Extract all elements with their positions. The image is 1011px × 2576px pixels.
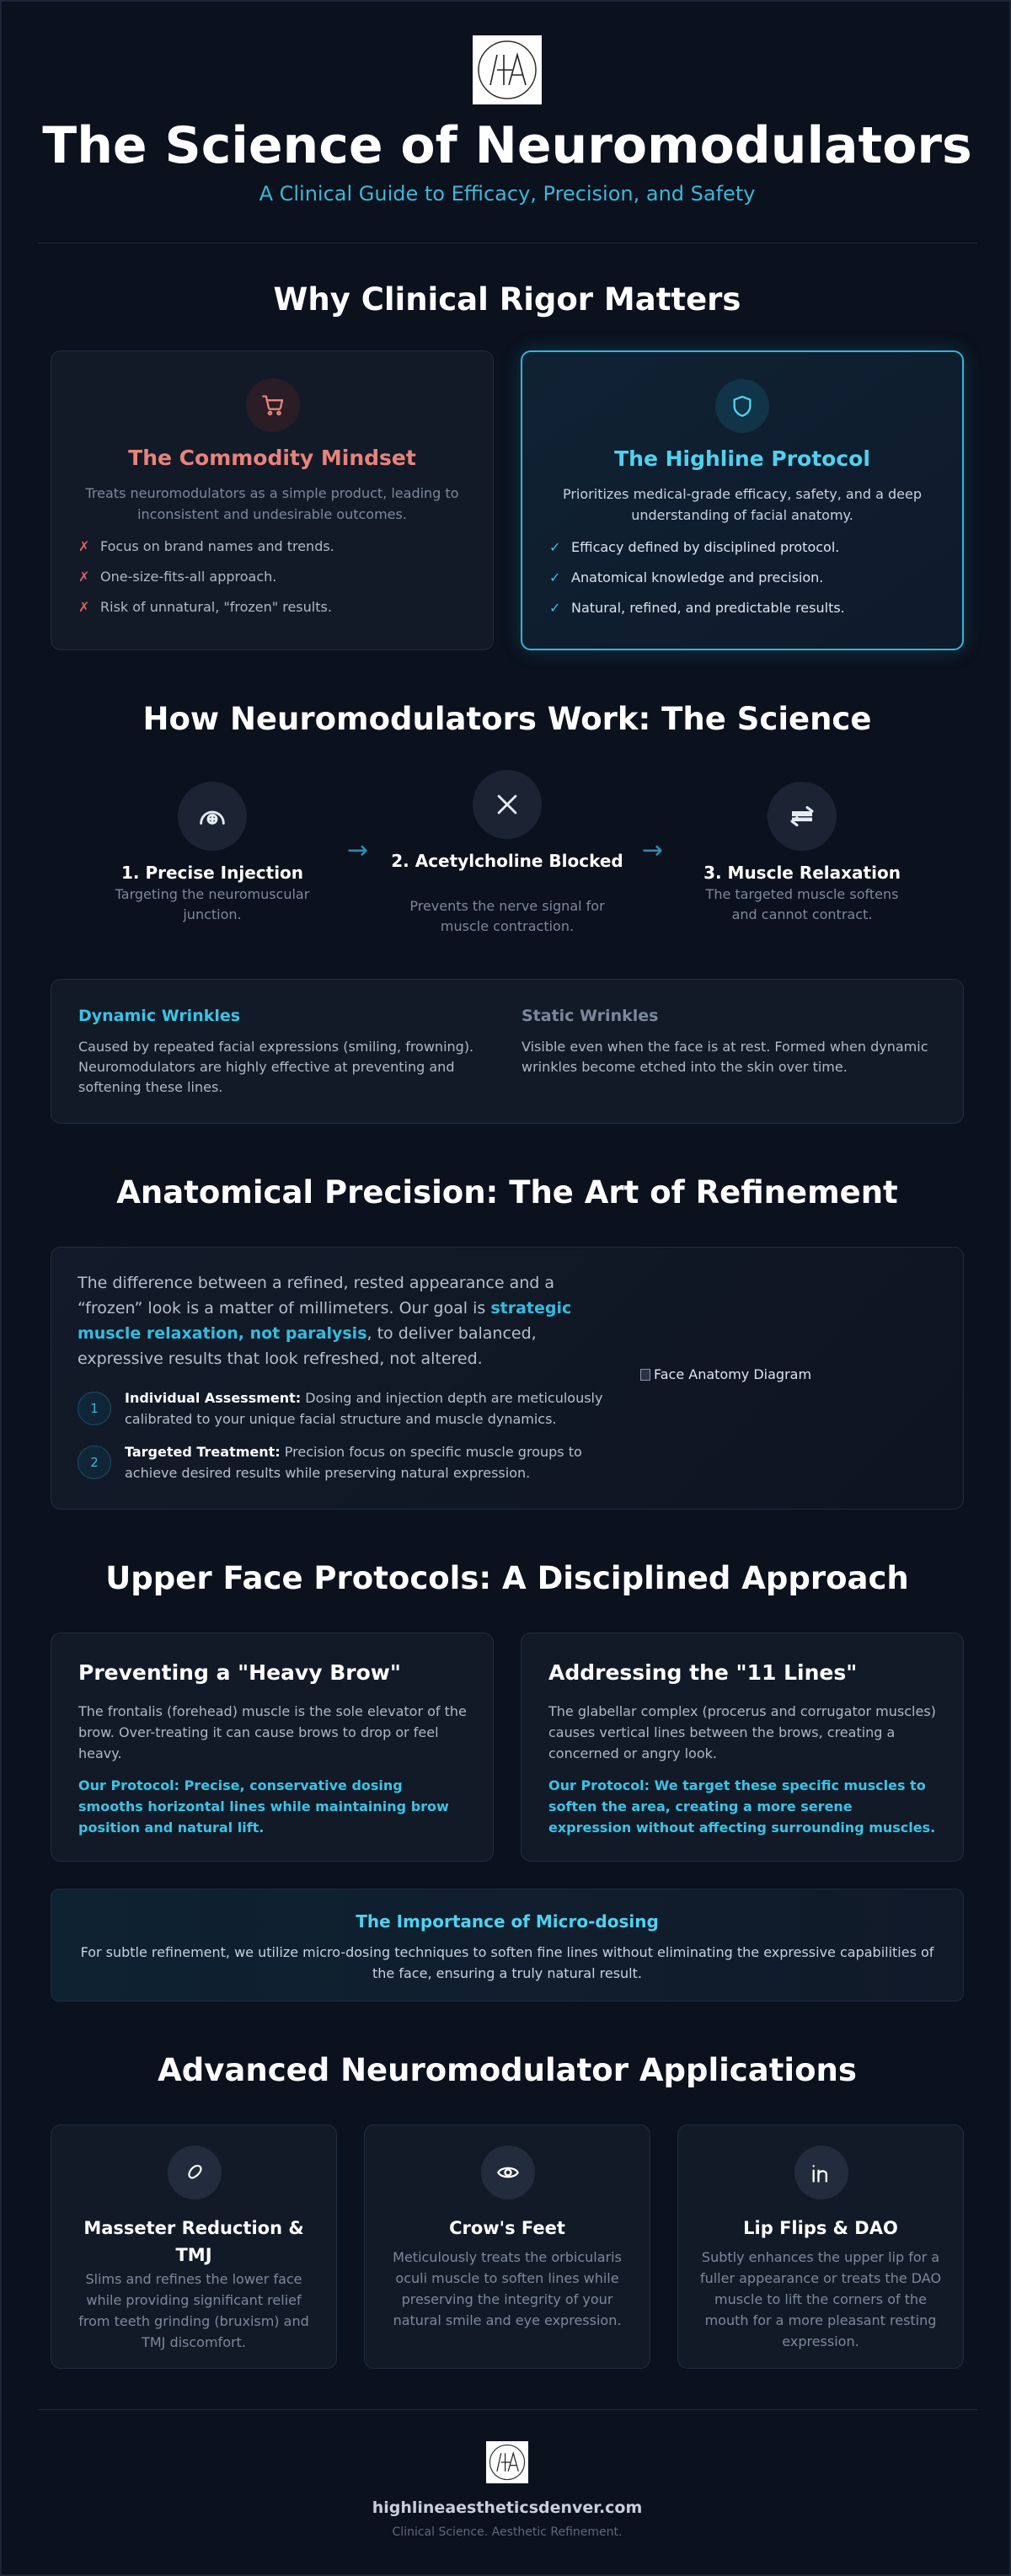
commodity-list [78, 538, 473, 629]
footer-logo [486, 2441, 528, 2483]
x-block-icon [473, 770, 542, 839]
face-anatomy-image: Face Anatomy Diagram [640, 1366, 811, 1382]
card-heading: Addressing the "11 Lines" [548, 1660, 858, 1685]
injection-icon [178, 782, 247, 851]
step-title: 2. Acetylcholine Blocked [391, 851, 623, 871]
check-icon: ✓ [549, 569, 561, 585]
arrow-right-icon: → [347, 836, 369, 865]
protocol-card [521, 350, 964, 650]
section-title-science: How Neuromodulators Work: The Science [142, 701, 872, 737]
static-wrinkles-heading: Static Wrinkles [522, 1007, 659, 1025]
logo-mark-icon [488, 2443, 527, 2482]
step-description: Prevents the nerve signal for muscle contraction. [409, 898, 605, 934]
step-number: 2 [78, 1446, 111, 1479]
footer-website-link[interactable]: highlineaestheticsdenver.com [372, 2499, 643, 2517]
relax-arrows-icon [768, 782, 837, 851]
cart-icon [246, 378, 300, 432]
eleven-lines-card [521, 1633, 964, 1862]
app-card-crows-feet [364, 2124, 650, 2369]
page-subtitle: A Clinical Guide to Efficacy, Precision, and Safety [259, 182, 756, 206]
section-title-upper: Upper Face Protocols: A Disciplined Approach [105, 1560, 909, 1596]
footer-tagline: Clinical Science. Aesthetic Refinement. [392, 2525, 623, 2539]
shield-icon [715, 379, 769, 433]
logo [473, 35, 542, 104]
section-title-advanced: Advanced Neuromodulator Applications [158, 2052, 857, 2088]
app-card-masseter [51, 2124, 337, 2369]
protocol-heading: The Highline Protocol [614, 446, 870, 471]
list-item: ✗ One-size-fits-all approach. [78, 569, 277, 585]
anatomy-item: Individual Assessment: Dosing and injection depth are meticulously calibrated to your unique facial structure and muscle dynamics. [125, 1390, 603, 1427]
list-item: ✓ Natural, refined, and predictable results. [549, 600, 845, 616]
step-description: The targeted muscle softens and cannot contract. [705, 886, 899, 922]
logo-mark-icon [475, 38, 539, 102]
eye-icon [481, 2146, 535, 2199]
app-card-title: Crow's Feet [449, 2218, 565, 2238]
wrinkles-card [51, 979, 964, 1124]
section-title-anatomy: Anatomical Precision: The Art of Refinement [116, 1174, 898, 1211]
commodity-description: Treats neuromodulators as a simple product, leading to inconsistent and undesirable outcomes. [85, 485, 459, 522]
app-card-description: Meticulously treats the orbicularis oculi muscle to soften lines while preserving the integrity of your natural smile and eye expression. [393, 2249, 622, 2328]
cross-icon: ✗ [78, 569, 90, 585]
protocol-description: Prioritizes medical-grade efficacy, safety, and a deep understanding of facial anatomy. [562, 486, 923, 523]
step-description: Targeting the neuromuscular junction. [115, 886, 310, 922]
check-icon: ✓ [549, 539, 561, 555]
page-title: The Science of Neuromodulators [42, 116, 972, 175]
lips-icon [794, 2146, 848, 2199]
heavy-brow-card [51, 1633, 494, 1862]
protocol-list [549, 539, 942, 630]
step-title: 3. Muscle Relaxation [703, 863, 901, 883]
app-card-description: Subtly enhances the upper lip for a fuller appearance or treats the DAO muscle to lift the corners of the mouth for a more pleasant resting expression. [699, 2249, 942, 2349]
card-protocol: Our Protocol: Precise, conservative dosing smooths horizontal lines while maintaining brow position and natural lift. [78, 1777, 449, 1836]
list-item: ✓ Efficacy defined by disciplined protocol. [549, 539, 840, 555]
commodity-card [51, 350, 494, 650]
dynamic-wrinkles-heading: Dynamic Wrinkles [78, 1007, 241, 1025]
app-card-title: Lip Flips & DAO [743, 2218, 898, 2238]
app-card-lip-flips [677, 2124, 964, 2369]
step-title: 1. Precise Injection [120, 863, 304, 883]
card-text: The glabellar complex (procerus and corrugator muscles) causes vertical lines between the brows, creating a concerned or angry look. [548, 1703, 936, 1761]
app-card-description: Slims and refines the lower face while providing significant relief from teeth grinding (bruxism) and TMJ discomfort. [78, 2271, 309, 2350]
card-text: The frontalis (forehead) muscle is the sole elevator of the brow. Over-treating it can cause brows to drop or feel heavy. [78, 1703, 467, 1761]
cross-icon: ✗ [78, 599, 90, 615]
micro-dosing-text: For subtle refinement, we utilize micro-dosing techniques to soften fine lines without eliminating the expressive capabilities of the face, ensuring a truly natural result. [80, 1944, 934, 1981]
arrow-right-icon: → [642, 836, 664, 865]
anatomy-intro: The difference between a refined, rested appearance and a “frozen” look is a matter of millimeters. Our goal is strategic muscle relaxation, not paralysis, to deliver balanced, expressive results that look refreshed, not altered. [78, 1274, 572, 1368]
card-heading: Preventing a "Heavy Brow" [78, 1660, 401, 1685]
section-title-rigor: Why Clinical Rigor Matters [273, 281, 741, 318]
static-wrinkles-text: Visible even when the face is at rest. Formed when dynamic wrinkles become etched into the skin over time. [522, 1039, 928, 1075]
list-item: ✗ Focus on brand names and trends. [78, 538, 334, 554]
commodity-heading: The Commodity Mindset [128, 446, 416, 470]
card-protocol: Our Protocol: We target these specific muscles to soften the area, creating a more serene expression without affecting surrounding muscles. [548, 1777, 936, 1836]
check-icon: ✓ [549, 600, 561, 616]
micro-dosing-heading: The Importance of Micro-dosing [356, 1911, 659, 1932]
cross-icon: ✗ [78, 538, 90, 554]
step-number: 1 [78, 1392, 111, 1425]
anatomy-item: Targeted Treatment: Precision focus on specific muscle groups to achieve desired results while preserving natural expression. [125, 1444, 582, 1481]
dynamic-wrinkles-text: Caused by repeated facial expressions (smiling, frowning). Neuromodulators are highly effective at preventing and softening these lines. [78, 1039, 474, 1095]
list-item: ✗ Risk of unnatural, "frozen" results. [78, 599, 332, 615]
micro-dosing-panel [51, 1889, 964, 2001]
broken-image-icon [640, 1369, 650, 1381]
list-item: ✓ Anatomical knowledge and precision. [549, 569, 824, 585]
anatomy-highlight: strategic muscle relaxation, not paralysis [78, 1299, 572, 1343]
pill-icon [168, 2146, 222, 2199]
app-card-title: Masseter Reduction & TMJ [83, 2218, 304, 2265]
divider [37, 2409, 977, 2410]
